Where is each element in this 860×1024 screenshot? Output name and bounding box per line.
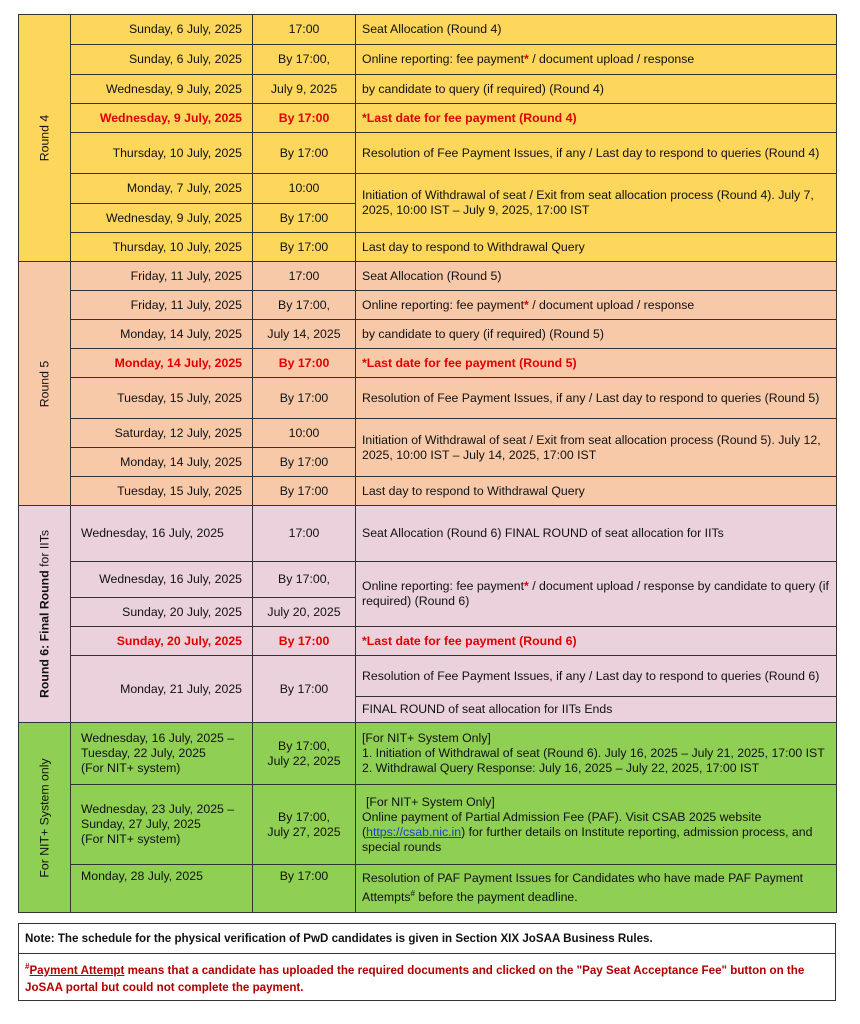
payment-attempt-note: #Payment Attempt means that a candidate has uploaded the required documents and clicked on the "Pay Seat Acceptance Fee" button on the JoSAA portal but could not complete the payment. — [19, 954, 836, 1001]
event-cell: Seat Allocation (Round 6) FINAL ROUND of seat allocation for IITs — [356, 506, 837, 562]
table-row — [19, 133, 837, 174]
date-cell: Sunday, 6 July, 2025 — [71, 45, 253, 75]
table-row — [19, 506, 837, 562]
date-cell: Sunday, 6 July, 2025 — [71, 15, 253, 45]
schedule-table — [18, 14, 837, 913]
table-row — [19, 924, 836, 954]
time-cell: By 17:00, — [253, 562, 356, 598]
event-cell: Resolution of Fee Payment Issues, if any / Last day to respond to queries (Round 4) — [356, 133, 837, 174]
event-cell: Seat Allocation (Round 5) — [356, 262, 837, 291]
date-cell: Tuesday, 15 July, 2025 — [71, 378, 253, 419]
table-row — [19, 562, 837, 598]
csab-link[interactable]: https://csab.nic.in — [366, 824, 462, 839]
date-cell: Sunday, 20 July, 2025 — [71, 627, 253, 656]
event-cell: *Last date for fee payment (Round 4) — [356, 104, 837, 133]
round-6-label: Round 6: Final Round for IITs — [19, 506, 71, 723]
event-cell: *Last date for fee payment (Round 6) — [356, 627, 837, 656]
date-cell: Wednesday, 16 July, 2025 — [71, 562, 253, 598]
time-cell: By 17:00, — [253, 45, 356, 75]
table-row — [19, 320, 837, 349]
time-cell: By 17:00 — [253, 349, 356, 378]
time-cell: By 17:00 — [253, 104, 356, 133]
time-cell: By 17:00 — [253, 448, 356, 477]
event-cell: Resolution of PAF Payment Issues for Candidates who have made PAF Payment Attempts# before the payment deadline. — [356, 865, 837, 913]
table-row — [19, 954, 836, 1001]
table-row — [19, 233, 837, 262]
time-cell: July 14, 2025 — [253, 320, 356, 349]
time-cell: July 20, 2025 — [253, 598, 356, 627]
date-cell: Thursday, 10 July, 2025 — [71, 233, 253, 262]
time-cell: 17:00 — [253, 15, 356, 45]
time-cell: 10:00 — [253, 174, 356, 204]
event-cell: Online reporting: fee payment* / document upload / response by candidate to query (if required) (Round 6) — [356, 562, 837, 627]
table-row — [19, 419, 837, 448]
time-cell: By 17:00 — [253, 133, 356, 174]
table-row — [19, 291, 837, 320]
table-row — [19, 656, 837, 697]
pwd-note: Note: The schedule for the physical verification of PwD candidates is given in Section XIX JoSAA Business Rules. — [19, 924, 836, 954]
date-cell: Monday, 14 July, 2025 — [71, 448, 253, 477]
time-cell: By 17:00, — [253, 291, 356, 320]
table-row — [19, 75, 837, 104]
table-row — [19, 45, 837, 75]
round-4-label: Round 4 — [19, 15, 71, 262]
table-row — [19, 262, 837, 291]
date-cell: Tuesday, 15 July, 2025 — [71, 477, 253, 506]
table-row — [19, 785, 837, 865]
event-cell: Resolution of Fee Payment Issues, if any / Last day to respond to queries (Round 5) — [356, 378, 837, 419]
date-cell: Friday, 11 July, 2025 — [71, 291, 253, 320]
time-cell: 17:00 — [253, 262, 356, 291]
date-cell: Wednesday, 9 July, 2025 — [71, 104, 253, 133]
table-row — [19, 349, 837, 378]
time-cell: By 17:00 — [253, 865, 356, 913]
time-cell: By 17:00 — [253, 233, 356, 262]
time-cell: By 17:00, July 27, 2025 — [253, 785, 356, 865]
event-cell: Online reporting: fee payment* / document upload / response — [356, 45, 837, 75]
event-cell: [For NIT+ System Only] 1. Initiation of Withdrawal of seat (Round 6). July 16, 2025 – July 21, 2025, 17:00 IST 2. Withdrawal Query Response: July 16, 2025 – July 22, 2025, 17:00 IST — [356, 723, 837, 785]
date-cell: Saturday, 12 July, 2025 — [71, 419, 253, 448]
round-5-label: Round 5 — [19, 262, 71, 506]
event-cell: Resolution of Fee Payment Issues, if any / Last day to respond to queries (Round 6) — [356, 656, 837, 697]
event-cell: [For NIT+ System Only] Online payment of Partial Admission Fee (PAF). Visit CSAB 2025 website (https://csab.nic.in) for further details on Institute reporting, admission process, and special rounds — [356, 785, 837, 865]
date-cell: Friday, 11 July, 2025 — [71, 262, 253, 291]
date-cell: Wednesday, 9 July, 2025 — [71, 204, 253, 233]
event-cell: Seat Allocation (Round 4) — [356, 15, 837, 45]
time-cell: By 17:00, July 22, 2025 — [253, 723, 356, 785]
event-cell: FINAL ROUND of seat allocation for IITs Ends — [356, 697, 837, 723]
date-cell: Monday, 7 July, 2025 — [71, 174, 253, 204]
date-cell: Monday, 21 July, 2025 — [71, 656, 253, 723]
time-cell: 10:00 — [253, 419, 356, 448]
time-cell: By 17:00 — [253, 656, 356, 723]
event-cell: Last day to respond to Withdrawal Query — [356, 233, 837, 262]
table-row — [19, 723, 837, 785]
time-cell: By 17:00 — [253, 627, 356, 656]
event-cell: *Last date for fee payment (Round 5) — [356, 349, 837, 378]
table-row — [19, 627, 837, 656]
event-cell: Initiation of Withdrawal of seat / Exit from seat allocation process (Round 4). July 7, 2025, 10:00 IST – July 9, 2025, 17:00 IST — [356, 174, 837, 233]
table-row — [19, 104, 837, 133]
time-cell: By 17:00 — [253, 378, 356, 419]
event-cell: Last day to respond to Withdrawal Query — [356, 477, 837, 506]
notes-table — [18, 923, 836, 1001]
date-cell: Monday, 14 July, 2025 — [71, 320, 253, 349]
event-cell: by candidate to query (if required) (Round 5) — [356, 320, 837, 349]
date-cell: Monday, 14 July, 2025 — [71, 349, 253, 378]
time-cell: By 17:00 — [253, 477, 356, 506]
table-row — [19, 15, 837, 45]
time-cell: July 9, 2025 — [253, 75, 356, 104]
event-cell: Online reporting: fee payment* / document upload / response — [356, 291, 837, 320]
time-cell: By 17:00 — [253, 204, 356, 233]
nit-label: For NIT+ System only — [19, 723, 71, 913]
date-cell: Thursday, 10 July, 2025 — [71, 133, 253, 174]
date-cell: Monday, 28 July, 2025 — [71, 865, 253, 913]
table-row — [19, 378, 837, 419]
table-row — [19, 477, 837, 506]
date-cell: Wednesday, 16 July, 2025 – Tuesday, 22 July, 2025 (For NIT+ system) — [71, 723, 253, 785]
date-cell: Sunday, 20 July, 2025 — [71, 598, 253, 627]
date-cell: Wednesday, 9 July, 2025 — [71, 75, 253, 104]
time-cell: 17:00 — [253, 506, 356, 562]
event-cell: by candidate to query (if required) (Round 4) — [356, 75, 837, 104]
table-row — [19, 174, 837, 204]
table-row — [19, 865, 837, 913]
event-cell: Initiation of Withdrawal of seat / Exit from seat allocation process (Round 5). July 12, 2025, 10:00 IST – July 14, 2025, 17:00 IST — [356, 419, 837, 477]
date-cell: Wednesday, 23 July, 2025 – Sunday, 27 July, 2025 (For NIT+ system) — [71, 785, 253, 865]
date-cell: Wednesday, 16 July, 2025 — [71, 506, 253, 562]
